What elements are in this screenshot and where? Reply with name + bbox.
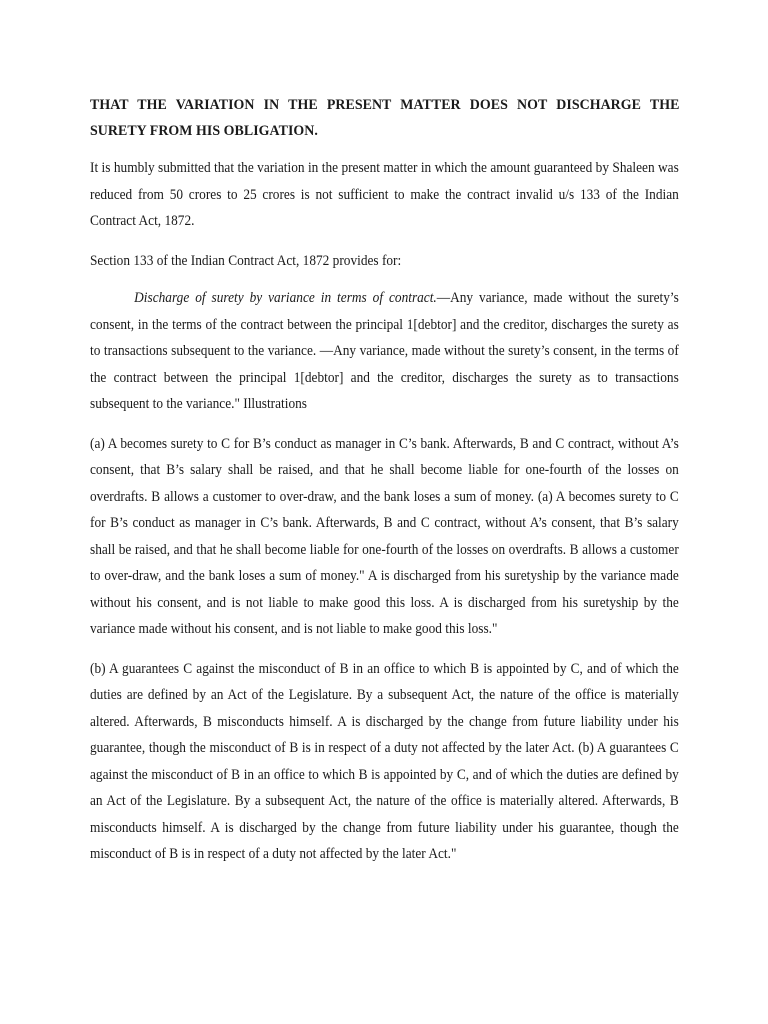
statute-quote-body: —Any variance, made without the surety’s consent, in the terms of the contract between the principal 1[debtor] and the creditor, discharges the surety as to transactions subsequent to the variance. —Any variance, made without the surety’s consent, in the terms of the contract between the principal 1[debtor] and the creditor, discharges the surety as to transactions subsequent to the variance." Illustrations <box>90 290 679 412</box>
illustration-b-paragraph: (b) A guarantees C against the misconduct of B in an office to which B is appointed by C, and of which the duties are defined by an Act of the Legislature. By a subsequent Act, the nature of the office is materially altered. Afterwards, B misconducts himself. A is discharged by the change from future liability under his guarantee, though the misconduct of B is in respect of a duty not affected by the later Act. (b) A guarantees C against the misconduct of B in an office to which B is appointed by C, and of which the duties are defined by an Act of the Legislature. By a subsequent Act, the nature of the office is materially altered. Afterwards, B misconducts himself. A is discharged by the change from future liability under his guarantee, though the misconduct of B is in respect of a duty not affected by the later Act." <box>90 660 679 862</box>
statute-intro-paragraph: Section 133 of the Indian Contract Act, 1872 provides for: <box>90 252 402 269</box>
statute-quote-paragraph <box>90 285 679 418</box>
document-page <box>90 92 679 881</box>
statute-quote-title: Discharge of surety by variance in terms of contract. <box>134 290 437 306</box>
submission-paragraph: It is humbly submitted that the variation in the present matter in which the amount guaranteed by Shaleen was reduced from 50 crores to 25 crores is not sufficient to make the contract invalid u/s 133 of the Indian Contract Act, 1872. <box>90 160 679 229</box>
illustration-a-paragraph: (a) A becomes surety to C for B’s conduct as manager in C’s bank. Afterwards, B and C contract, without A’s consent, that B’s salary shall be raised, and that he shall become liable for one-fourth of the losses on overdrafts. B allows a customer to over-draw, and the bank loses a sum of money. (a) A becomes surety to C for B’s conduct as manager in C’s bank. Afterwards, B and C contract, without A’s consent, that B’s salary shall be raised, and that he shall become liable for one-fourth of the losses on overdrafts. B allows a customer to over-draw, and the bank loses a sum of money." A is discharged from his suretyship by the variance made without his consent, and is not liable to make good this loss. A is discharged from his suretyship by the variance made without his consent, and is not liable to make good this loss." <box>90 435 679 637</box>
section-heading: THAT THE VARIATION IN THE PRESENT MATTER DOES NOT DISCHARGE THE SURETY FROM HIS OBLIGATION. <box>90 97 680 139</box>
